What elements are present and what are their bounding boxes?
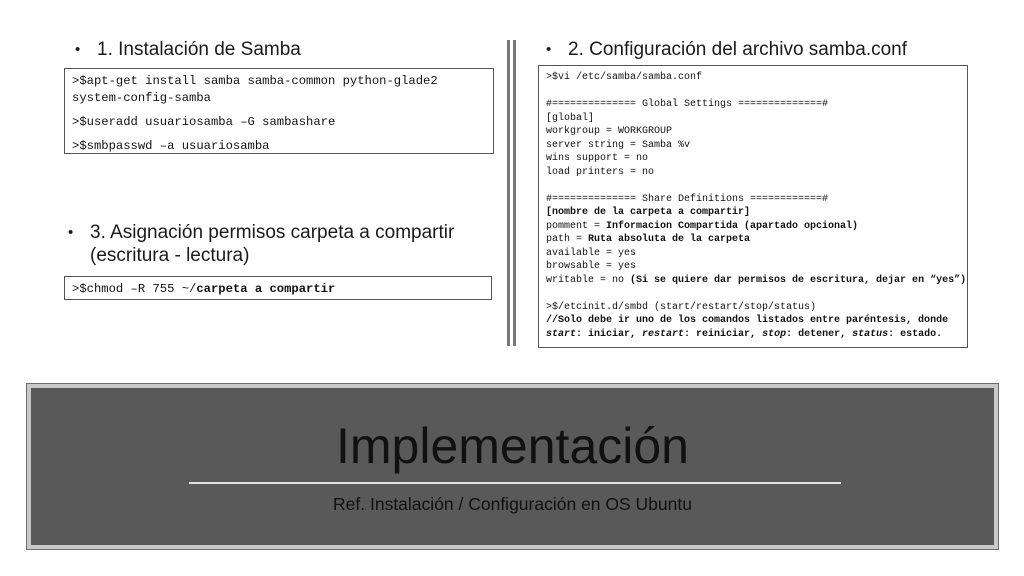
- config-key: writable = no: [546, 274, 631, 286]
- config-key: path =: [546, 234, 589, 245]
- bullet-icon: •: [546, 41, 552, 58]
- code-line: [546, 220, 967, 234]
- note-term: stop: [762, 328, 787, 340]
- bullet-icon: •: [68, 224, 74, 241]
- slide-title: Implementación: [336, 418, 689, 474]
- code-line: [546, 233, 967, 247]
- code-line: #============== Global Settings ==============#: [546, 99, 829, 110]
- chmod-target: carpeta a compartir: [196, 282, 336, 296]
- chmod-prefix: >$chmod –R 755 ~/: [72, 282, 197, 296]
- note-desc: : reiniciar,: [684, 328, 763, 340]
- config-value: Ruta absoluta de la carpeta: [588, 234, 751, 245]
- divider-line: [507, 40, 510, 346]
- note-desc: : iniciar,: [576, 328, 643, 340]
- slide-subtitle: Ref. Instalación / Configuración en OS Ubuntu: [333, 494, 692, 514]
- section1-title: 1. Instalación de Samba: [97, 39, 301, 60]
- code-line: available = yes: [546, 247, 637, 259]
- code-line: browsable = yes: [546, 261, 637, 272]
- section3-title: 3. Asignación permisos carpeta a compartir (escritura - lectura): [90, 222, 455, 266]
- config-note: (Si se quiere dar permisos de escritura, dejar en “yes”): [630, 274, 967, 286]
- code-line: [72, 281, 491, 298]
- chmod-command-box: [64, 276, 492, 300]
- title-rule: [189, 482, 841, 484]
- note-term: start: [546, 328, 577, 340]
- section3-heading: [68, 221, 488, 267]
- title-banner: [27, 384, 998, 549]
- code-line: load printers = no: [546, 166, 655, 178]
- code-line: >$vi /etc/samba/samba.conf: [546, 72, 703, 83]
- code-line: >$apt-get install samba samba-common python-glade2 system-config-samba: [72, 74, 446, 105]
- config-key: pomment =: [546, 220, 607, 232]
- code-line: workgroup = WORKGROUP: [546, 126, 673, 137]
- note-desc: : estado.: [888, 328, 943, 340]
- code-line: [546, 274, 967, 288]
- code-line: >$useradd usuariosamba –G sambashare: [72, 115, 336, 129]
- bullet-icon: •: [75, 41, 81, 58]
- code-line: [nombre de la carpeta a compartir]: [546, 207, 751, 218]
- code-line: //Solo debe ir uno de los comandos listados entre paréntesis, donde: [546, 315, 949, 326]
- config-value: Informacion Compartida (apartado opcional): [606, 220, 859, 232]
- section2-heading: [546, 38, 986, 61]
- code-line: wins support = no: [546, 153, 649, 164]
- samba-conf-box: [538, 65, 968, 348]
- note-desc: : detener,: [786, 328, 853, 340]
- code-line: [global]: [546, 112, 595, 124]
- divider-line: [513, 40, 516, 346]
- code-line: #============== Share Definitions ============#: [546, 193, 829, 205]
- code-line: [546, 328, 967, 342]
- code-line: >$/etcinit.d/smbd (start/restart/stop/status): [546, 301, 817, 313]
- code-line: server string = Samba %v: [546, 139, 691, 151]
- section2-title: 2. Configuración del archivo samba.conf: [568, 39, 908, 60]
- section1-heading: [75, 38, 495, 61]
- code-line: >$smbpasswd –a usuariosamba: [72, 139, 270, 153]
- note-term: restart: [642, 328, 685, 340]
- note-term: status: [852, 328, 889, 340]
- install-commands-box: [64, 68, 494, 154]
